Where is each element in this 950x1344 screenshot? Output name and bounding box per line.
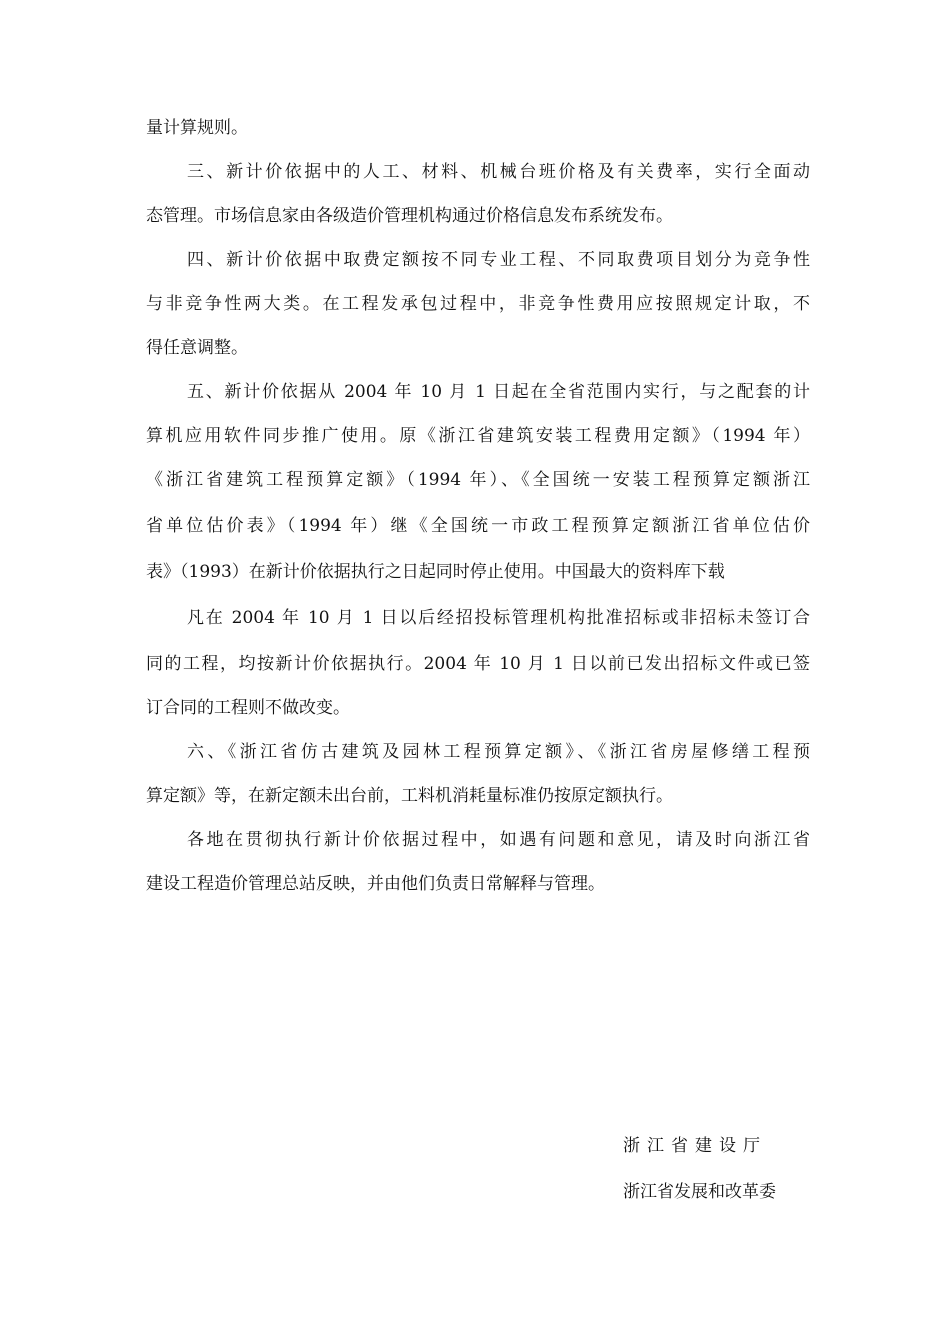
- paragraph-line: 与非竞争性两大类。在工程发承包过程中，非竞争性费用应按照规定计取，不: [146, 294, 810, 314]
- paragraph-line: 订合同的工程则不做改变。: [146, 698, 350, 718]
- paragraph-line: 《浙江省建筑工程预算定额》（1994 年）、《全国统一安装工程预算定额浙江: [146, 470, 810, 490]
- paragraph-line: 同的工程，均按新计价依据执行。2004 年 10 月 1 日以前已发出招标文件或已签: [146, 654, 810, 674]
- paragraph-line: 得任意调整。: [146, 338, 248, 358]
- signature-construction-dept: 浙江省建设厅: [623, 1136, 767, 1156]
- paragraph-line: 建设工程造价管理总站反映，并由他们负责日常解释与管理。: [146, 874, 605, 894]
- paragraph-line: 量计算规则。: [146, 118, 248, 138]
- paragraph-line: 表》（1993）在新计价依据执行之日起同时停止使用。中国最大的资料库下载: [146, 562, 725, 582]
- paragraph-line: 省单位估价表》（1994 年）继《全国统一市政工程预算定额浙江省单位估价: [146, 516, 810, 536]
- paragraph-line: 态管理。市场信息家由各级造价管理机构通过价格信息发布系统发布。: [146, 206, 673, 226]
- paragraph-line: 三、新计价依据中的人工、材料、机械台班价格及有关费率，实行全面动: [187, 162, 810, 182]
- paragraph-line: 五、新计价依据从 2004 年 10 月 1 日起在全省范围内实行，与之配套的计: [187, 382, 810, 402]
- signature-development-commission: 浙江省发展和改革委: [623, 1182, 776, 1202]
- paragraph-line: 凡在 2004 年 10 月 1 日以后经招投标管理机构批准招标或非招标未签订合: [187, 608, 810, 628]
- paragraph-line: 四、新计价依据中取费定额按不同专业工程、不同取费项目划分为竞争性: [187, 250, 810, 270]
- paragraph-line: 各地在贯彻执行新计价依据过程中，如遇有问题和意见，请及时向浙江省: [187, 830, 810, 850]
- paragraph-line: 六、《浙江省仿古建筑及园林工程预算定额》、《浙江省房屋修缮工程预: [187, 742, 810, 762]
- paragraph-line: 算机应用软件同步推广使用。原《浙江省建筑安装工程费用定额》（1994 年）: [146, 426, 810, 446]
- paragraph-line: 算定额》等，在新定额未出台前，工料机消耗量标准仍按原定额执行。: [146, 786, 673, 806]
